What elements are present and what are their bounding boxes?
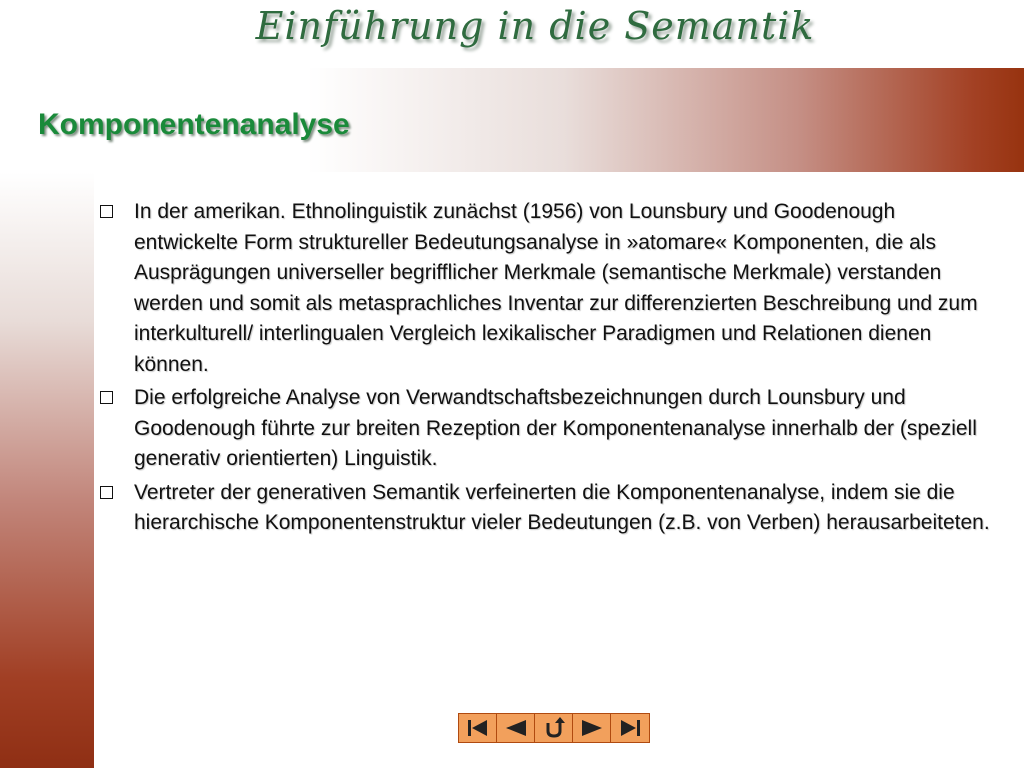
square-bullet-icon [100,391,113,404]
next-slide-icon [579,718,605,738]
bullet-text: Vertreter der generativen Semantik verfeinerten die Komponentenanalyse, indem sie die hierarchische Komponentenstruktur vieler Bedeutungen (z.B. von Verben) herausarbeiteten. [134,480,990,534]
left-gradient-band [0,172,94,768]
bullet-item [100,197,1000,380]
bullet-item [100,478,1000,539]
last-slide-button[interactable] [611,714,649,742]
bullet-text: In der amerikan. Ethnolinguistik zunächst (1956) von Lounsbury und Goodenough entwickelte Form struktureller Bedeutungsanalyse in »atomare« Komponenten, die als Ausprägungen universeller begrifflicher Merkmale (semantische Merkmale) verstanden werden und somit als metasprachliches Inventar zur differenzierten Beschreibung und zum interkulturell/ interlingualen Vergleich lexikalischer Paradigmen und Relationen dienen können. [134,200,978,376]
banner-title: Einführung in die Semantik [255,4,815,48]
previous-slide-button[interactable] [497,714,535,742]
square-bullet-icon [100,205,113,218]
next-slide-button[interactable] [573,714,611,742]
square-bullet-icon [100,486,113,499]
first-slide-button[interactable] [459,714,497,742]
bullet-item [100,383,1000,475]
slide-navigation [458,713,650,743]
first-slide-icon [465,718,491,738]
bullet-text: Die erfolgreiche Analyse von Verwandtschaftsbezeichnungen durch Lounsbury und Goodenough führte zur breiten Rezeption der Komponentenanalyse innerhalb der (speziell generativ orientierten) Linguistik. [134,386,977,470]
last-slide-icon [617,718,643,738]
return-icon [541,717,567,739]
return-button[interactable] [535,714,573,742]
previous-slide-icon [503,718,529,738]
slide-title: Komponentenanalyse [38,108,350,141]
slide-content [100,197,1000,542]
